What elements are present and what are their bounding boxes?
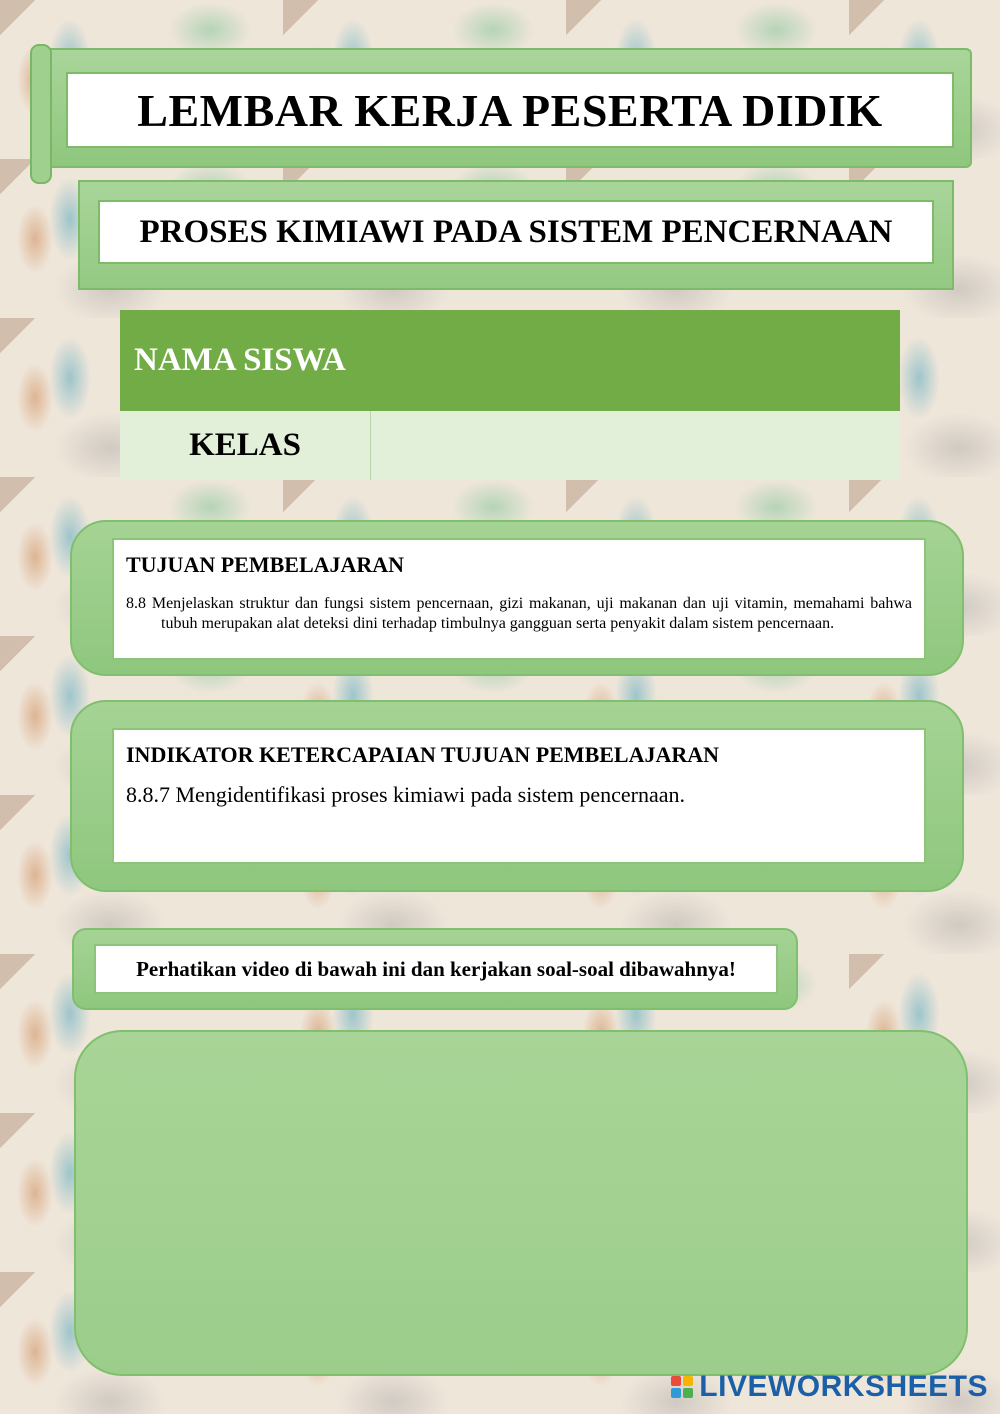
instruction-text: Perhatikan video di bawah ini dan kerjakan soal-soal dibawahnya! [136, 956, 736, 981]
objectives-panel [70, 520, 964, 676]
logo-square-2 [683, 1376, 693, 1386]
logo-square-4 [683, 1388, 693, 1398]
student-identity-table [120, 310, 900, 480]
subtitle-box [98, 200, 934, 264]
liveworksheets-logo-icon [671, 1376, 693, 1398]
objectives-heading: TUJUAN PEMBELAJARAN [126, 552, 405, 577]
liveworksheets-brand [671, 1370, 988, 1404]
name-row[interactable] [120, 310, 900, 411]
page-title: LEMBAR KERJA PESERTA DIDIK [137, 84, 883, 136]
video-placeholder[interactable] [74, 1030, 968, 1376]
instruction-banner [72, 928, 798, 1010]
logo-square-3 [671, 1388, 681, 1398]
brand-text: LIVEWORKSHEETS [699, 1370, 988, 1403]
class-row [120, 411, 900, 480]
name-label: NAMA SISWA [134, 342, 346, 378]
instruction-box [94, 944, 778, 994]
title-box [66, 72, 954, 148]
logo-square-1 [671, 1376, 681, 1386]
page-subtitle: PROSES KIMIAWI PADA SISTEM PENCERNAAN [139, 213, 893, 250]
class-field[interactable] [371, 411, 900, 480]
class-label: KELAS [120, 411, 371, 480]
indicators-panel [70, 700, 964, 892]
title-banner [32, 48, 972, 168]
indicators-text: 8.8.7 Mengidentifikasi proses kimiawi pada sistem pencernaan. [126, 782, 686, 807]
scroll-curl [30, 44, 52, 184]
subtitle-banner [78, 180, 954, 290]
indicators-heading: INDIKATOR KETERCAPAIAN TUJUAN PEMBELAJARAN [126, 742, 720, 767]
objectives-box [112, 538, 926, 660]
indicators-box [112, 728, 926, 864]
objectives-text: 8.8 Menjelaskan struktur dan fungsi sistem pencernaan, gizi makanan, uji makanan dan uji vitamin, memahami bahwa tubuh merupakan alat deteksi dini terhadap timbulnya gangguan serta penyakit dalam sistem pencernaan. [126, 595, 912, 632]
